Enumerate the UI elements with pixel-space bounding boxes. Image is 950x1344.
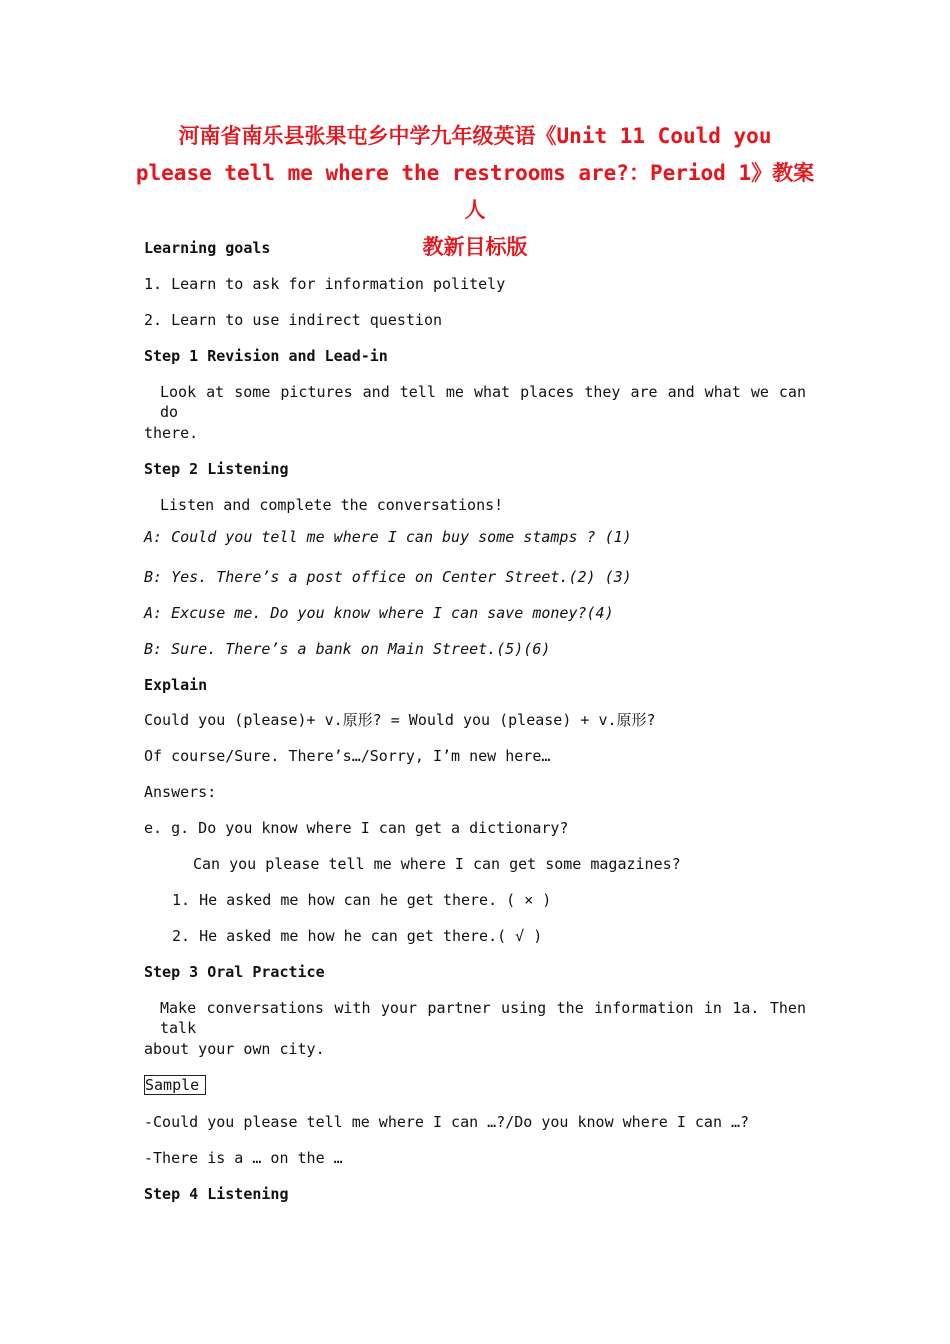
learning-goals-heading: Learning goals — [144, 239, 271, 257]
step1-heading: Step 1 Revision and Lead-in — [144, 347, 388, 365]
dialog-line: B: Yes. There’s a post office on Center Street.(2) (3) — [144, 568, 632, 586]
dialog-line: A: Could you tell me where I can buy some stamps ? (1) — [144, 528, 632, 546]
explain-line: 2. He asked me how he can get there.( √ ) — [172, 927, 543, 945]
step3-text-line2: about your own city. — [144, 1040, 325, 1058]
explain-heading: Explain — [144, 676, 208, 694]
explain-line: e. g. Do you know where I can get a dictionary? — [144, 819, 569, 837]
step4-heading: Step 4 Listening — [144, 1185, 289, 1203]
dialog-line: B: Sure. There’s a bank on Main Street.(5)(6) — [144, 640, 551, 658]
explain-line: Of course/Sure. There’s…/Sorry, I’m new here… — [144, 747, 551, 765]
step1-text-line2: there. — [144, 424, 199, 442]
explain-line: Can you please tell me where I can get some magazines? — [193, 855, 681, 873]
step2-instruction: Listen and complete the conversations! — [160, 496, 504, 514]
title-line-2: please tell me where the restrooms are?：Period 1》教案 人 — [135, 161, 815, 222]
step3-text-line1: Make conversations with your partner using the information in 1a. Then talk — [160, 999, 806, 1037]
sample-line: -There is a … on the … — [144, 1149, 343, 1167]
title-line-3: 教新目标版 — [422, 235, 528, 259]
sample-label-wrap — [144, 1075, 206, 1095]
step1-text-line1: Look at some pictures and tell me what places they are and what we can do — [160, 383, 806, 421]
explain-line: Could you (please)+ v.原形? = Would you (please) + v.原形? — [144, 711, 656, 729]
learning-goal-item: 1. Learn to ask for information politely — [144, 275, 506, 293]
sample-line: -Could you please tell me where I can …?/Do you know where I can …? — [144, 1113, 750, 1131]
explain-line: Answers: — [144, 783, 217, 801]
learning-goal-item: 2. Learn to use indirect question — [144, 311, 443, 329]
dialog-line: A: Excuse me. Do you know where I can save money?(4) — [144, 604, 614, 622]
explain-line: 1. He asked me how can he get there. ( × ) — [172, 891, 552, 909]
title-line-1: 河南省南乐县张果屯乡中学九年级英语《Unit 11 Could you — [178, 124, 772, 148]
sample-label: Sample — [144, 1075, 206, 1095]
step3-heading: Step 3 Oral Practice — [144, 963, 325, 981]
step2-heading: Step 2 Listening — [144, 460, 289, 478]
